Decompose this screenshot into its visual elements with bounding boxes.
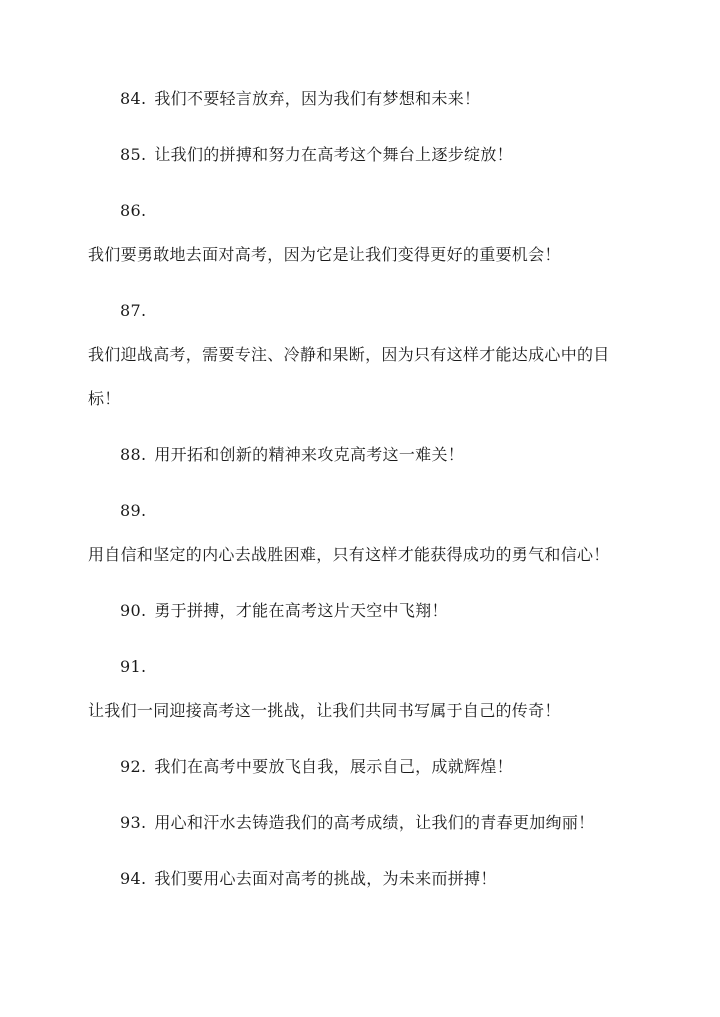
item-text: 我们在高考中要放飞自我，展示自己，成就辉煌！ bbox=[154, 757, 513, 776]
item-number: 89. bbox=[120, 501, 147, 520]
list-item bbox=[120, 445, 464, 465]
list-item bbox=[120, 757, 513, 777]
item-number: 92. bbox=[120, 757, 147, 776]
item-text-continued: 标！ bbox=[88, 389, 121, 408]
item-text: 让我们的拼搏和努力在高考这个舞台上逐步绽放！ bbox=[154, 145, 513, 164]
item-text: 勇于拼搏，才能在高考这片天空中飞翔！ bbox=[154, 601, 448, 620]
item-text: 我们要勇敢地去面对高考，因为它是让我们变得更好的重要机会！ bbox=[88, 245, 561, 264]
item-number: 87. bbox=[120, 301, 147, 320]
item-number: 88. bbox=[120, 445, 147, 464]
item-number: 84. bbox=[120, 89, 147, 108]
item-number: 85. bbox=[120, 145, 147, 164]
item-number: 91. bbox=[120, 657, 147, 676]
item-number: 86. bbox=[120, 201, 147, 220]
item-number: 94. bbox=[120, 869, 147, 888]
item-text: 我们不要轻言放弃，因为我们有梦想和未来！ bbox=[154, 89, 481, 108]
list-item bbox=[120, 89, 480, 109]
item-text: 让我们一同迎接高考这一挑战，让我们共同书写属于自己的传奇！ bbox=[88, 701, 561, 720]
list-item bbox=[120, 601, 448, 621]
item-text: 我们要用心去面对高考的挑战，为未来而拼搏！ bbox=[154, 869, 497, 888]
item-text: 用开拓和创新的精神来攻克高考这一难关！ bbox=[154, 445, 465, 464]
item-text: 用心和汗水去铸造我们的高考成绩，让我们的青春更加绚丽！ bbox=[154, 813, 595, 832]
item-number: 93. bbox=[120, 813, 147, 832]
item-number: 90. bbox=[120, 601, 147, 620]
list-item bbox=[120, 813, 594, 833]
item-text: 我们迎战高考，需要专注、冷静和果断，因为只有这样才能达成心中的目 bbox=[88, 345, 610, 364]
list-item bbox=[120, 145, 513, 165]
item-text: 用自信和坚定的内心去战胜困难，只有这样才能获得成功的勇气和信心！ bbox=[88, 545, 610, 564]
list-item bbox=[120, 869, 497, 889]
